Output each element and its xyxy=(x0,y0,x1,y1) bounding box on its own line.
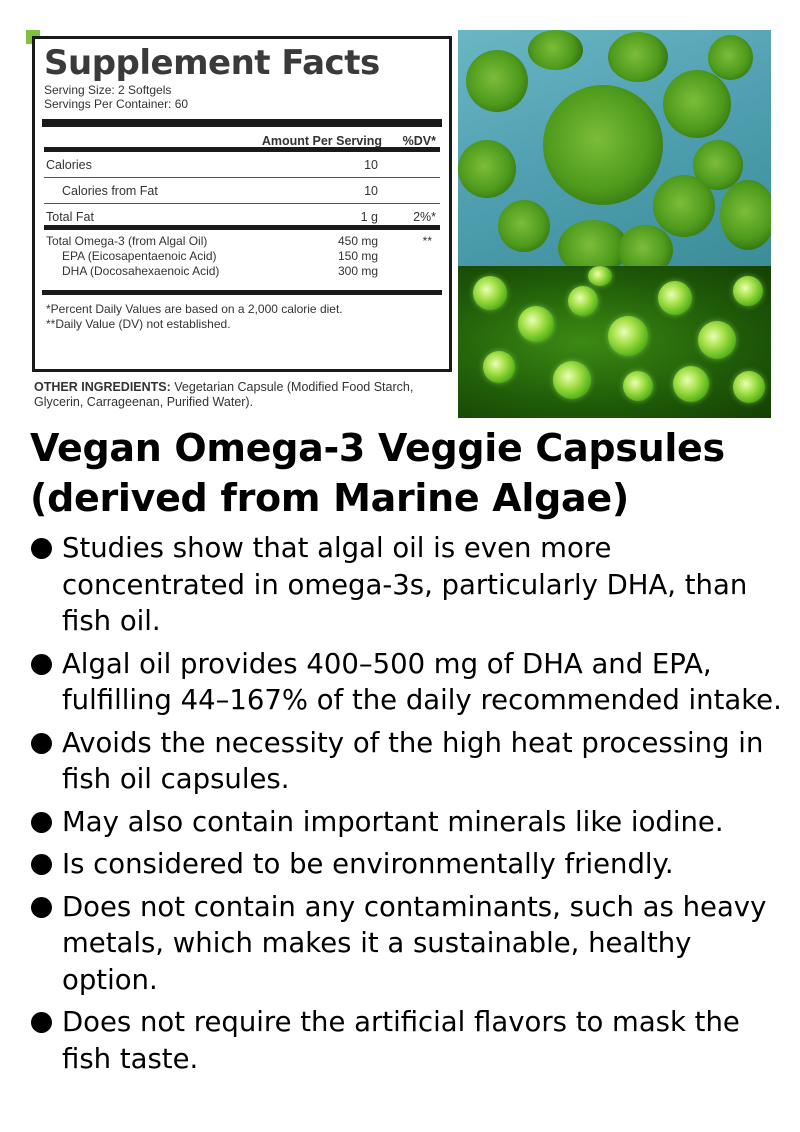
bullet-dot-icon xyxy=(31,538,52,559)
omega-row-label: DHA (Docosahexaenoic Acid) xyxy=(62,264,220,278)
dv-header: %DV* xyxy=(402,134,436,148)
algae-cell xyxy=(558,220,628,266)
servings-per-container: Servings Per Container: 60 xyxy=(44,97,189,111)
list-item-text: May also contain important minerals like iodine. xyxy=(62,805,724,838)
serving-size: Serving Size: 2 Softgels xyxy=(44,83,172,97)
list-item-text: Algal oil provides 400–500 mg of DHA and EPA, fulfilling 44–167% of the daily recommended intake. xyxy=(62,647,782,716)
omega-block xyxy=(44,230,440,290)
algae-cell xyxy=(473,276,507,310)
footnote-not-established: **Daily Value (DV) not established. xyxy=(46,317,231,331)
list-item xyxy=(30,1004,795,1077)
list-item xyxy=(30,846,795,883)
omega-row-amount: 450 mg xyxy=(337,234,378,248)
algae-cell xyxy=(720,180,771,250)
list-item-text: Does not require the artificial flavors to mask the fish taste. xyxy=(62,1006,740,1075)
algae-cell xyxy=(518,306,554,342)
list-item-text: Studies show that algal oil is even more concentrated in omega-3s, particularly DHA, than fish oil. xyxy=(62,532,748,637)
facts-row-dv: 2%* xyxy=(413,210,436,224)
algae-cell xyxy=(623,371,653,401)
facts-row xyxy=(44,178,440,204)
amount-per-serving-header: Amount Per Serving xyxy=(261,134,382,148)
bullet-dot-icon xyxy=(31,854,52,875)
algae-cell xyxy=(466,50,528,112)
algae-cell xyxy=(543,85,663,205)
list-item xyxy=(30,725,795,798)
list-item xyxy=(30,646,795,719)
algae-cell xyxy=(673,366,709,402)
algae-cell xyxy=(658,281,692,315)
footnote-dv: *Percent Daily Values are based on a 2,000 calorie diet. xyxy=(46,302,343,316)
omega-row xyxy=(44,264,440,279)
list-item xyxy=(30,889,795,999)
omega-row-label: Total Omega-3 (from Algal Oil) xyxy=(46,234,208,248)
algae-cell xyxy=(733,276,763,306)
algae-cell xyxy=(498,200,550,252)
algae-cell xyxy=(608,32,668,82)
other-ingredients-label: OTHER INGREDIENTS: xyxy=(34,380,171,394)
list-item-text: Avoids the necessity of the high heat processing in fish oil capsules. xyxy=(62,726,764,795)
facts-row-label: Calories from Fat xyxy=(62,184,158,198)
facts-footnotes xyxy=(44,295,440,332)
facts-row-amount: 10 xyxy=(364,158,378,172)
algae-cell xyxy=(663,70,731,138)
other-ingredients-text: Vegetarian Capsule (Modified Food Starch, Glycerin, Carrageenan, Purified Water). xyxy=(34,380,414,409)
list-item xyxy=(30,804,795,841)
omega-row-amount: 150 mg xyxy=(337,249,378,263)
page-title-line-2: (derived from Marine Algae) xyxy=(30,476,629,520)
bullet-dot-icon xyxy=(31,733,52,754)
algae-cell xyxy=(698,321,736,359)
algae-cell xyxy=(733,371,765,403)
algae-cell xyxy=(528,30,583,70)
algae-cell xyxy=(568,286,598,316)
omega-row-dv: ** xyxy=(422,234,432,248)
algae-microscope-image-bottom xyxy=(458,266,771,418)
omega-row-amount: 300 mg xyxy=(337,264,378,278)
bullet-dot-icon xyxy=(31,897,52,918)
algae-cell xyxy=(483,351,515,383)
algae-cell xyxy=(458,140,516,198)
facts-divider-thick xyxy=(42,119,442,127)
list-item xyxy=(30,530,795,640)
bullet-dot-icon xyxy=(31,812,52,833)
facts-row xyxy=(44,204,440,230)
bullet-dot-icon xyxy=(31,1012,52,1033)
omega-row xyxy=(44,234,440,249)
algae-cell xyxy=(653,175,715,237)
supplement-facts-label xyxy=(32,36,452,372)
page-title xyxy=(30,423,790,523)
omega-row-label: EPA (Eicosapentaenoic Acid) xyxy=(62,249,217,263)
algae-cell xyxy=(553,361,591,399)
algae-microscope-image-top xyxy=(458,30,771,266)
benefits-list xyxy=(30,530,795,1083)
facts-title: Supplement Facts xyxy=(44,43,380,83)
other-ingredients xyxy=(34,380,454,410)
facts-row-amount: 1 g xyxy=(360,210,378,224)
list-item-text: Does not contain any contaminants, such as heavy metals, which makes it a sustainable, healthy option. xyxy=(62,890,767,996)
algae-cell xyxy=(618,225,673,266)
facts-row-label: Calories xyxy=(46,158,92,172)
page-title-line-1: Vegan Omega-3 Veggie Capsules xyxy=(30,426,725,470)
bullet-dot-icon xyxy=(31,654,52,675)
facts-row-label: Total Fat xyxy=(46,210,94,224)
facts-header-row xyxy=(44,130,440,152)
facts-row xyxy=(44,152,440,178)
facts-row-amount: 10 xyxy=(364,184,378,198)
algae-cell xyxy=(588,266,612,286)
algae-cell xyxy=(708,35,753,80)
algae-cell xyxy=(608,316,648,356)
omega-row xyxy=(44,249,440,264)
list-item-text: Is considered to be environmentally friendly. xyxy=(62,848,674,880)
